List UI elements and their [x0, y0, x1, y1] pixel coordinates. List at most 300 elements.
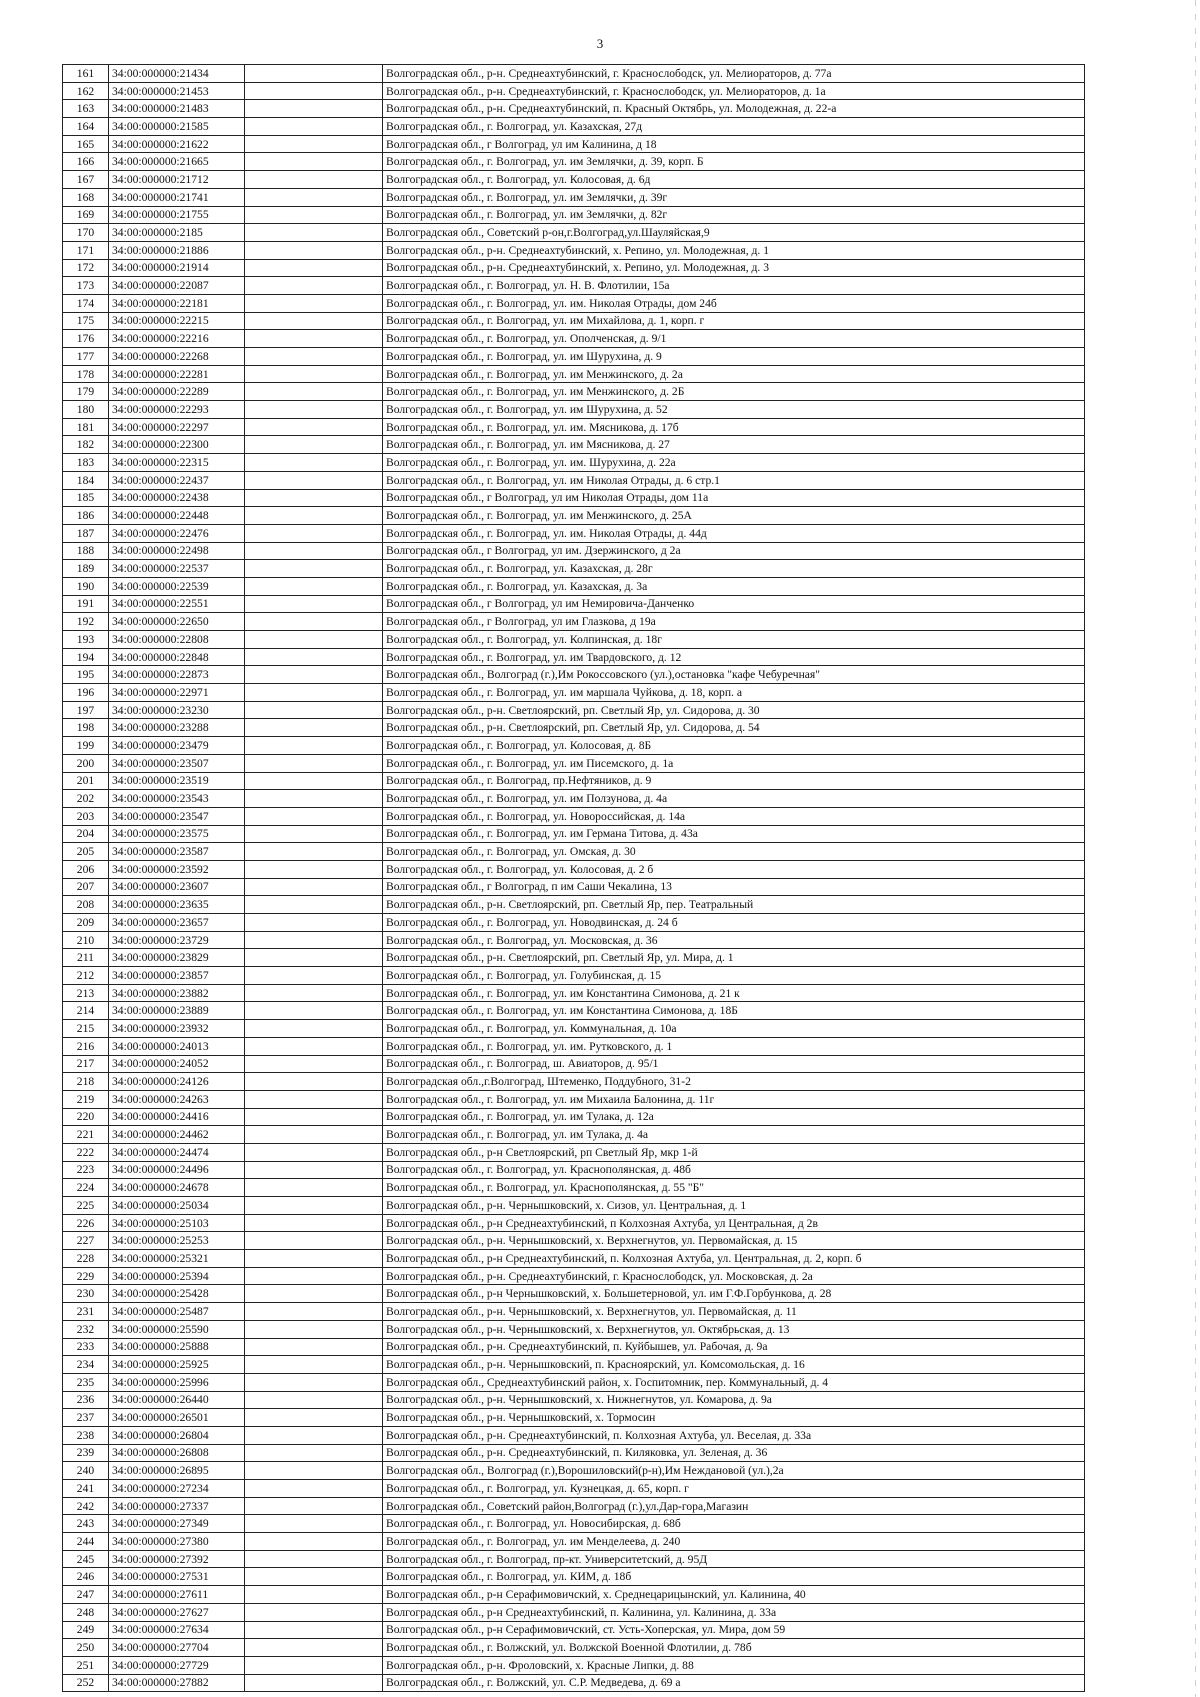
table-row — [63, 1303, 1085, 1321]
row-number-cell: 199 — [63, 737, 109, 755]
cadastral-number-cell: 34:00:000000:22498 — [109, 542, 245, 560]
address-cell: Волгоградская обл., г. Волгоград, ул. им Константина Симонова, д. 18Б — [383, 1002, 1085, 1020]
table-row — [63, 1586, 1085, 1604]
cadastral-number-cell: 34:00:000000:22289 — [109, 383, 245, 401]
row-number-cell: 238 — [63, 1426, 109, 1444]
address-cell: Волгоградская обл., р-н. Среднеахтубинский, г. Краснослободск, ул. Мелиораторов, д. 77а — [383, 65, 1085, 83]
blank-cell — [245, 719, 383, 737]
blank-cell — [245, 135, 383, 153]
row-number-cell: 230 — [63, 1285, 109, 1303]
row-number-cell: 231 — [63, 1303, 109, 1321]
address-cell: Волгоградская обл., р-н. Среднеахтубинский, х. Репино, ул. Молодежная, д. 3 — [383, 259, 1085, 277]
table-row — [63, 1391, 1085, 1409]
row-number-cell: 204 — [63, 825, 109, 843]
cadastral-number-cell: 34:00:000000:26895 — [109, 1462, 245, 1480]
blank-cell — [245, 1586, 383, 1604]
blank-cell — [245, 825, 383, 843]
row-number-cell: 162 — [63, 82, 109, 100]
address-cell: Волгоградская обл., г. Волгоград, ул. им Николая Отрады, д. 6 стр.1 — [383, 471, 1085, 489]
row-number-cell: 209 — [63, 914, 109, 932]
blank-cell — [245, 1143, 383, 1161]
table-row — [63, 1550, 1085, 1568]
blank-cell — [245, 896, 383, 914]
address-cell: Волгоградская обл., г. Волгоград, ул. им Менжинского, д. 25А — [383, 507, 1085, 525]
cadastral-number-cell: 34:00:000000:22873 — [109, 666, 245, 684]
cadastral-number-cell: 34:00:000000:23857 — [109, 967, 245, 985]
cadastral-number-cell: 34:00:000000:27392 — [109, 1550, 245, 1568]
blank-cell — [245, 348, 383, 366]
table-row — [63, 65, 1085, 83]
registry-table — [62, 64, 1085, 1692]
cadastral-number-cell: 34:00:000000:24678 — [109, 1179, 245, 1197]
row-number-cell: 251 — [63, 1656, 109, 1674]
cadastral-number-cell: 34:00:000000:21622 — [109, 135, 245, 153]
table-row — [63, 1214, 1085, 1232]
cadastral-number-cell: 34:00:000000:27627 — [109, 1603, 245, 1621]
blank-cell — [245, 772, 383, 790]
address-cell: Волгоградская обл., р-н Среднеахтубинский, п Колхозная Ахтуба, ул Центральная, д 2в — [383, 1214, 1085, 1232]
table-row — [63, 1285, 1085, 1303]
address-cell: Волгоградская обл., г. Волгоград, ул. им Ползунова, д. 4а — [383, 790, 1085, 808]
row-number-cell: 206 — [63, 860, 109, 878]
table-row — [63, 1426, 1085, 1444]
address-cell: Волгоградская обл., г. Волгоград, ул. им Менжинского, д. 2а — [383, 365, 1085, 383]
blank-cell — [245, 613, 383, 631]
table-row — [63, 542, 1085, 560]
row-number-cell: 232 — [63, 1320, 109, 1338]
address-cell: Волгоградская обл., р-н. Светлоярский, рп. Светлый Яр, пер. Театральный — [383, 896, 1085, 914]
row-number-cell: 193 — [63, 631, 109, 649]
row-number-cell: 250 — [63, 1639, 109, 1657]
table-row — [63, 896, 1085, 914]
cadastral-number-cell: 34:00:000000:22216 — [109, 330, 245, 348]
address-cell: Волгоградская обл., р-н Серафимовичский, х. Среднецарицынский, ул. Калинина, 40 — [383, 1586, 1085, 1604]
address-cell: Волгоградская обл., Волгоград (г.),Ворошиловский(р-н),Им Неждановой (ул.),2а — [383, 1462, 1085, 1480]
cadastral-number-cell: 34:00:000000:23547 — [109, 807, 245, 825]
table-row — [63, 1143, 1085, 1161]
address-cell: Волгоградская обл., р-н. Фроловский, х. Красные Липки, д. 88 — [383, 1656, 1085, 1674]
address-cell: Волгоградская обл., Волгоград (г.),Им Рокоссовского (ул.),остановка "кафе Чебуречная" — [383, 666, 1085, 684]
scan-edge-artifact — [1195, 0, 1196, 1697]
row-number-cell: 244 — [63, 1533, 109, 1551]
cadastral-number-cell: 34:00:000000:22268 — [109, 348, 245, 366]
address-cell: Волгоградская обл., г. Волгоград, ул. Казахская, д. 28г — [383, 560, 1085, 578]
cadastral-number-cell: 34:00:000000:26804 — [109, 1426, 245, 1444]
blank-cell — [245, 1303, 383, 1321]
cadastral-number-cell: 34:00:000000:23882 — [109, 984, 245, 1002]
table-row — [63, 648, 1085, 666]
cadastral-number-cell: 34:00:000000:23729 — [109, 931, 245, 949]
address-cell: Волгоградская обл., г. Волгоград, ул. им Константина Симонова, д. 21 к — [383, 984, 1085, 1002]
table-row — [63, 365, 1085, 383]
blank-cell — [245, 1267, 383, 1285]
table-row — [63, 241, 1085, 259]
address-cell: Волгоградская обл., г. Волгоград, ул. Новодвинская, д. 24 б — [383, 914, 1085, 932]
row-number-cell: 198 — [63, 719, 109, 737]
cadastral-number-cell: 34:00:000000:23288 — [109, 719, 245, 737]
table-row — [63, 666, 1085, 684]
blank-cell — [245, 737, 383, 755]
cadastral-number-cell: 34:00:000000:22293 — [109, 401, 245, 419]
address-cell: Волгоградская обл., г. Волгоград, ул. им Твардовского, д. 12 — [383, 648, 1085, 666]
table-row — [63, 1568, 1085, 1586]
table-row — [63, 931, 1085, 949]
address-cell: Волгоградская обл., г. Волжский, ул. Волжской Военной Флотилии, д. 78б — [383, 1639, 1085, 1657]
blank-cell — [245, 631, 383, 649]
blank-cell — [245, 1108, 383, 1126]
table-row — [63, 82, 1085, 100]
cadastral-number-cell: 34:00:000000:22539 — [109, 577, 245, 595]
cadastral-number-cell: 34:00:000000:23932 — [109, 1020, 245, 1038]
table-row — [63, 383, 1085, 401]
table-row — [63, 1533, 1085, 1551]
row-number-cell: 186 — [63, 507, 109, 525]
address-cell: Волгоградская обл., г. Волгоград, ул. Голубинская, д. 15 — [383, 967, 1085, 985]
address-cell: Волгоградская обл., г. Волгоград, ул. Новороссийская, д. 14а — [383, 807, 1085, 825]
row-number-cell: 201 — [63, 772, 109, 790]
blank-cell — [245, 436, 383, 454]
cadastral-number-cell: 34:00:000000:23587 — [109, 843, 245, 861]
table-row — [63, 330, 1085, 348]
row-number-cell: 188 — [63, 542, 109, 560]
address-cell: Волгоградская обл., г. Волгоград, ул. Колосовая, д. 2 б — [383, 860, 1085, 878]
address-cell: Волгоградская обл., г. Волгоград, ул. им. Рутковского, д. 1 — [383, 1037, 1085, 1055]
cadastral-number-cell: 34:00:000000:24416 — [109, 1108, 245, 1126]
row-number-cell: 217 — [63, 1055, 109, 1073]
blank-cell — [245, 241, 383, 259]
blank-cell — [245, 524, 383, 542]
table-row — [63, 524, 1085, 542]
row-number-cell: 249 — [63, 1621, 109, 1639]
table-row — [63, 1002, 1085, 1020]
address-cell: Волгоградская обл., г. Волгоград, ул. им. Николая Отрады, д. 44д — [383, 524, 1085, 542]
cadastral-number-cell: 34:00:000000:25925 — [109, 1356, 245, 1374]
blank-cell — [245, 1568, 383, 1586]
blank-cell — [245, 1497, 383, 1515]
blank-cell — [245, 1480, 383, 1498]
row-number-cell: 202 — [63, 790, 109, 808]
cadastral-number-cell: 34:00:000000:24496 — [109, 1161, 245, 1179]
table-row — [63, 1674, 1085, 1692]
cadastral-number-cell: 34:00:000000:22848 — [109, 648, 245, 666]
blank-cell — [245, 931, 383, 949]
row-number-cell: 233 — [63, 1338, 109, 1356]
table-row — [63, 1232, 1085, 1250]
address-cell: Волгоградская обл., г. Волгоград, ул. Краснополянская, д. 55 "Б" — [383, 1179, 1085, 1197]
cadastral-number-cell: 34:00:000000:26501 — [109, 1409, 245, 1427]
address-cell: Волгоградская обл., г. Волгоград, ул. Колосовая, д. 6д — [383, 171, 1085, 189]
address-cell: Волгоградская обл., г Волгоград, п им Саши Чекалина, 13 — [383, 878, 1085, 896]
blank-cell — [245, 648, 383, 666]
blank-cell — [245, 790, 383, 808]
cadastral-number-cell: 34:00:000000:22181 — [109, 294, 245, 312]
blank-cell — [245, 984, 383, 1002]
row-number-cell: 180 — [63, 401, 109, 419]
table-row — [63, 1656, 1085, 1674]
blank-cell — [245, 454, 383, 472]
blank-cell — [245, 224, 383, 242]
blank-cell — [245, 1126, 383, 1144]
cadastral-number-cell: 34:00:000000:21755 — [109, 206, 245, 224]
table-row — [63, 312, 1085, 330]
blank-cell — [245, 507, 383, 525]
address-cell: Волгоградская обл., р-н. Светлоярский, рп. Светлый Яр, ул. Сидорова, д. 54 — [383, 719, 1085, 737]
address-cell: Волгоградская обл., г. Волгоград, ул. КИМ, д. 18б — [383, 1568, 1085, 1586]
row-number-cell: 163 — [63, 100, 109, 118]
row-number-cell: 175 — [63, 312, 109, 330]
cadastral-number-cell: 34:00:000000:21741 — [109, 188, 245, 206]
address-cell: Волгоградская обл., г. Волгоград, ул. им Михайлова, д. 1, корп. г — [383, 312, 1085, 330]
blank-cell — [245, 294, 383, 312]
address-cell: Волгоградская обл., г. Волгоград, ул. Колпинская, д. 18г — [383, 631, 1085, 649]
row-number-cell: 222 — [63, 1143, 109, 1161]
cadastral-number-cell: 34:00:000000:25034 — [109, 1197, 245, 1215]
blank-cell — [245, 418, 383, 436]
row-number-cell: 241 — [63, 1480, 109, 1498]
table-row — [63, 1108, 1085, 1126]
row-number-cell: 239 — [63, 1444, 109, 1462]
row-number-cell: 210 — [63, 931, 109, 949]
table-row — [63, 224, 1085, 242]
cadastral-number-cell: 34:00:000000:22448 — [109, 507, 245, 525]
cadastral-number-cell: 34:00:000000:24474 — [109, 1143, 245, 1161]
table-row — [63, 259, 1085, 277]
row-number-cell: 174 — [63, 294, 109, 312]
address-cell: Волгоградская обл., г Волгоград, ул им. Дзержинского, д 2а — [383, 542, 1085, 560]
table-row — [63, 1090, 1085, 1108]
table-row — [63, 1267, 1085, 1285]
cadastral-number-cell: 34:00:000000:24052 — [109, 1055, 245, 1073]
cadastral-number-cell: 34:00:000000:25996 — [109, 1373, 245, 1391]
address-cell: Волгоградская обл., г. Волжский, ул. С.Р. Медведева, д. 69 а — [383, 1674, 1085, 1692]
table-row — [63, 1161, 1085, 1179]
blank-cell — [245, 259, 383, 277]
cadastral-number-cell: 34:00:000000:27531 — [109, 1568, 245, 1586]
row-number-cell: 215 — [63, 1020, 109, 1038]
cadastral-number-cell: 34:00:000000:23829 — [109, 949, 245, 967]
row-number-cell: 235 — [63, 1373, 109, 1391]
row-number-cell: 187 — [63, 524, 109, 542]
address-cell: Волгоградская обл., г Волгоград, ул им Глазкова, д 19а — [383, 613, 1085, 631]
cadastral-number-cell: 34:00:000000:23230 — [109, 701, 245, 719]
cadastral-number-cell: 34:00:000000:22437 — [109, 471, 245, 489]
table-row — [63, 507, 1085, 525]
address-cell: Волгоградская обл., г. Волгоград, ул. Казахская, 27д — [383, 118, 1085, 136]
blank-cell — [245, 1214, 383, 1232]
blank-cell — [245, 1250, 383, 1268]
blank-cell — [245, 684, 383, 702]
row-number-cell: 242 — [63, 1497, 109, 1515]
table-row — [63, 454, 1085, 472]
blank-cell — [245, 754, 383, 772]
blank-cell — [245, 171, 383, 189]
table-row — [63, 1055, 1085, 1073]
cadastral-number-cell: 34:00:000000:22315 — [109, 454, 245, 472]
table-row — [63, 1073, 1085, 1091]
address-cell: Волгоградская обл., р-н Серафимовичский, ст. Усть-Хоперская, ул. Мира, дом 59 — [383, 1621, 1085, 1639]
row-number-cell: 237 — [63, 1409, 109, 1427]
table-row — [63, 1515, 1085, 1533]
row-number-cell: 171 — [63, 241, 109, 259]
table-row — [63, 489, 1085, 507]
address-cell: Волгоградская обл., р-н Чернышковский, х. Большетерновой, ул. им Г.Ф.Горбункова, д. 28 — [383, 1285, 1085, 1303]
blank-cell — [245, 1462, 383, 1480]
address-cell: Волгоградская обл., г. Волгоград, ул. им Землячки, д. 82г — [383, 206, 1085, 224]
cadastral-number-cell: 34:00:000000:22215 — [109, 312, 245, 330]
address-cell: Волгоградская обл., р-н Среднеахтубинский, п. Калинина, ул. Калинина, д. 33а — [383, 1603, 1085, 1621]
address-cell: Волгоградская обл., р-н Светлоярский, рп Светлый Яр, мкр 1-й — [383, 1143, 1085, 1161]
cadastral-number-cell: 34:00:000000:27234 — [109, 1480, 245, 1498]
row-number-cell: 169 — [63, 206, 109, 224]
table-row — [63, 1179, 1085, 1197]
row-number-cell: 247 — [63, 1586, 109, 1604]
page-number: 3 — [596, 36, 604, 51]
address-cell: Волгоградская обл., Среднеахтубинский район, х. Госпитомник, пер. Коммунальный, д. 4 — [383, 1373, 1085, 1391]
address-cell: Волгоградская обл.,г.Волгоград, Штеменко, Поддубного, 31-2 — [383, 1073, 1085, 1091]
cadastral-number-cell: 34:00:000000:25428 — [109, 1285, 245, 1303]
table-row — [63, 1639, 1085, 1657]
row-number-cell: 226 — [63, 1214, 109, 1232]
address-cell: Волгоградская обл., г. Волгоград, ул. им Мясникова, д. 27 — [383, 436, 1085, 454]
row-number-cell: 192 — [63, 613, 109, 631]
cadastral-number-cell: 34:00:000000:22551 — [109, 595, 245, 613]
address-cell: Волгоградская обл., р-н. Чернышковский, х. Верхнегнутов, ул. Октябрьская, д. 13 — [383, 1320, 1085, 1338]
cadastral-number-cell: 34:00:000000:22087 — [109, 277, 245, 295]
table-row — [63, 1444, 1085, 1462]
table-row — [63, 1356, 1085, 1374]
cadastral-number-cell: 34:00:000000:25103 — [109, 1214, 245, 1232]
address-cell: Волгоградская обл., г. Волгоград, ул. им маршала Чуйкова, д. 18, корп. а — [383, 684, 1085, 702]
blank-cell — [245, 312, 383, 330]
table-row — [63, 294, 1085, 312]
table-row — [63, 418, 1085, 436]
blank-cell — [245, 471, 383, 489]
blank-cell — [245, 1409, 383, 1427]
blank-cell — [245, 1533, 383, 1551]
row-number-cell: 236 — [63, 1391, 109, 1409]
cadastral-number-cell: 34:00:000000:21665 — [109, 153, 245, 171]
blank-cell — [245, 1356, 383, 1374]
row-number-cell: 161 — [63, 65, 109, 83]
table-row — [63, 1197, 1085, 1215]
cadastral-number-cell: 34:00:000000:21585 — [109, 118, 245, 136]
blank-cell — [245, 277, 383, 295]
row-number-cell: 191 — [63, 595, 109, 613]
table-row — [63, 684, 1085, 702]
row-number-cell: 203 — [63, 807, 109, 825]
row-number-cell: 189 — [63, 560, 109, 578]
cadastral-number-cell: 34:00:000000:26440 — [109, 1391, 245, 1409]
cadastral-number-cell: 34:00:000000:26808 — [109, 1444, 245, 1462]
cadastral-number-cell: 34:00:000000:24263 — [109, 1090, 245, 1108]
row-number-cell: 207 — [63, 878, 109, 896]
row-number-cell: 177 — [63, 348, 109, 366]
address-cell: Волгоградская обл., г. Волгоград, ул. Коммунальная, д. 10а — [383, 1020, 1085, 1038]
cadastral-number-cell: 34:00:000000:25888 — [109, 1338, 245, 1356]
cadastral-number-cell: 34:00:000000:24462 — [109, 1126, 245, 1144]
row-number-cell: 168 — [63, 188, 109, 206]
cadastral-number-cell: 34:00:000000:21434 — [109, 65, 245, 83]
cadastral-number-cell: 34:00:000000:22300 — [109, 436, 245, 454]
blank-cell — [245, 1373, 383, 1391]
blank-cell — [245, 365, 383, 383]
blank-cell — [245, 1550, 383, 1568]
blank-cell — [245, 807, 383, 825]
address-cell: Волгоградская обл., г. Волгоград, ул. им. Шурухина, д. 22а — [383, 454, 1085, 472]
cadastral-number-cell: 34:00:000000:27337 — [109, 1497, 245, 1515]
table-row — [63, 1037, 1085, 1055]
row-number-cell: 165 — [63, 135, 109, 153]
row-number-cell: 245 — [63, 1550, 109, 1568]
row-number-cell: 196 — [63, 684, 109, 702]
table-row — [63, 436, 1085, 454]
table-row — [63, 1497, 1085, 1515]
cadastral-number-cell: 34:00:000000:21453 — [109, 82, 245, 100]
blank-cell — [245, 1338, 383, 1356]
cadastral-number-cell: 34:00:000000:25253 — [109, 1232, 245, 1250]
table-row — [63, 914, 1085, 932]
table-row — [63, 595, 1085, 613]
address-cell: Волгоградская обл., р-н. Светлоярский, рп. Светлый Яр, ул. Мира, д. 1 — [383, 949, 1085, 967]
table-row — [63, 860, 1085, 878]
address-cell: Волгоградская обл., г. Волгоград, ул. Кузнецкая, д. 65, корп. г — [383, 1480, 1085, 1498]
table-row — [63, 825, 1085, 843]
table-row — [63, 1373, 1085, 1391]
blank-cell — [245, 1179, 383, 1197]
row-number-cell: 167 — [63, 171, 109, 189]
cadastral-number-cell: 34:00:000000:23507 — [109, 754, 245, 772]
blank-cell — [245, 878, 383, 896]
table-row — [63, 843, 1085, 861]
address-cell: Волгоградская обл., г. Волгоград, ул. Ополченская, д. 9/1 — [383, 330, 1085, 348]
blank-cell — [245, 401, 383, 419]
table-row — [63, 949, 1085, 967]
table-row — [63, 153, 1085, 171]
table-row — [63, 790, 1085, 808]
row-number-cell: 248 — [63, 1603, 109, 1621]
table-row — [63, 878, 1085, 896]
row-number-cell: 178 — [63, 365, 109, 383]
table-row — [63, 772, 1085, 790]
cadastral-number-cell: 34:00:000000:23592 — [109, 860, 245, 878]
blank-cell — [245, 100, 383, 118]
cadastral-number-cell: 34:00:000000:27380 — [109, 1533, 245, 1551]
table-row — [63, 135, 1085, 153]
address-cell: Волгоградская обл., г. Волгоград, ул. им Землячки, д. 39г — [383, 188, 1085, 206]
blank-cell — [245, 1674, 383, 1692]
row-number-cell: 176 — [63, 330, 109, 348]
row-number-cell: 181 — [63, 418, 109, 436]
blank-cell — [245, 383, 383, 401]
blank-cell — [245, 1090, 383, 1108]
table-row — [63, 1338, 1085, 1356]
cadastral-number-cell: 34:00:000000:23635 — [109, 896, 245, 914]
table-row — [63, 1621, 1085, 1639]
cadastral-number-cell: 34:00:000000:25487 — [109, 1303, 245, 1321]
address-cell: Волгоградская обл., р-н. Среднеахтубинский, г. Краснослободск, ул. Мелиораторов, д. 1а — [383, 82, 1085, 100]
cadastral-number-cell: 34:00:000000:21886 — [109, 241, 245, 259]
cadastral-number-cell: 34:00:000000:24013 — [109, 1037, 245, 1055]
address-cell: Волгоградская обл., г. Волгоград, ул. им Менжинского, д. 2Б — [383, 383, 1085, 401]
address-cell: Волгоградская обл., р-н. Среднеахтубинский, п. Киляковка, ул. Зеленая, д. 36 — [383, 1444, 1085, 1462]
table-row — [63, 118, 1085, 136]
address-cell: Волгоградская обл., г. Волгоград, пр.Нефтяников, д. 9 — [383, 772, 1085, 790]
table-row — [63, 206, 1085, 224]
address-cell: Волгоградская обл., г. Волгоград, пр-кт. Университетский, д. 95Д — [383, 1550, 1085, 1568]
table-row — [63, 631, 1085, 649]
blank-cell — [245, 1073, 383, 1091]
row-number-cell: 221 — [63, 1126, 109, 1144]
